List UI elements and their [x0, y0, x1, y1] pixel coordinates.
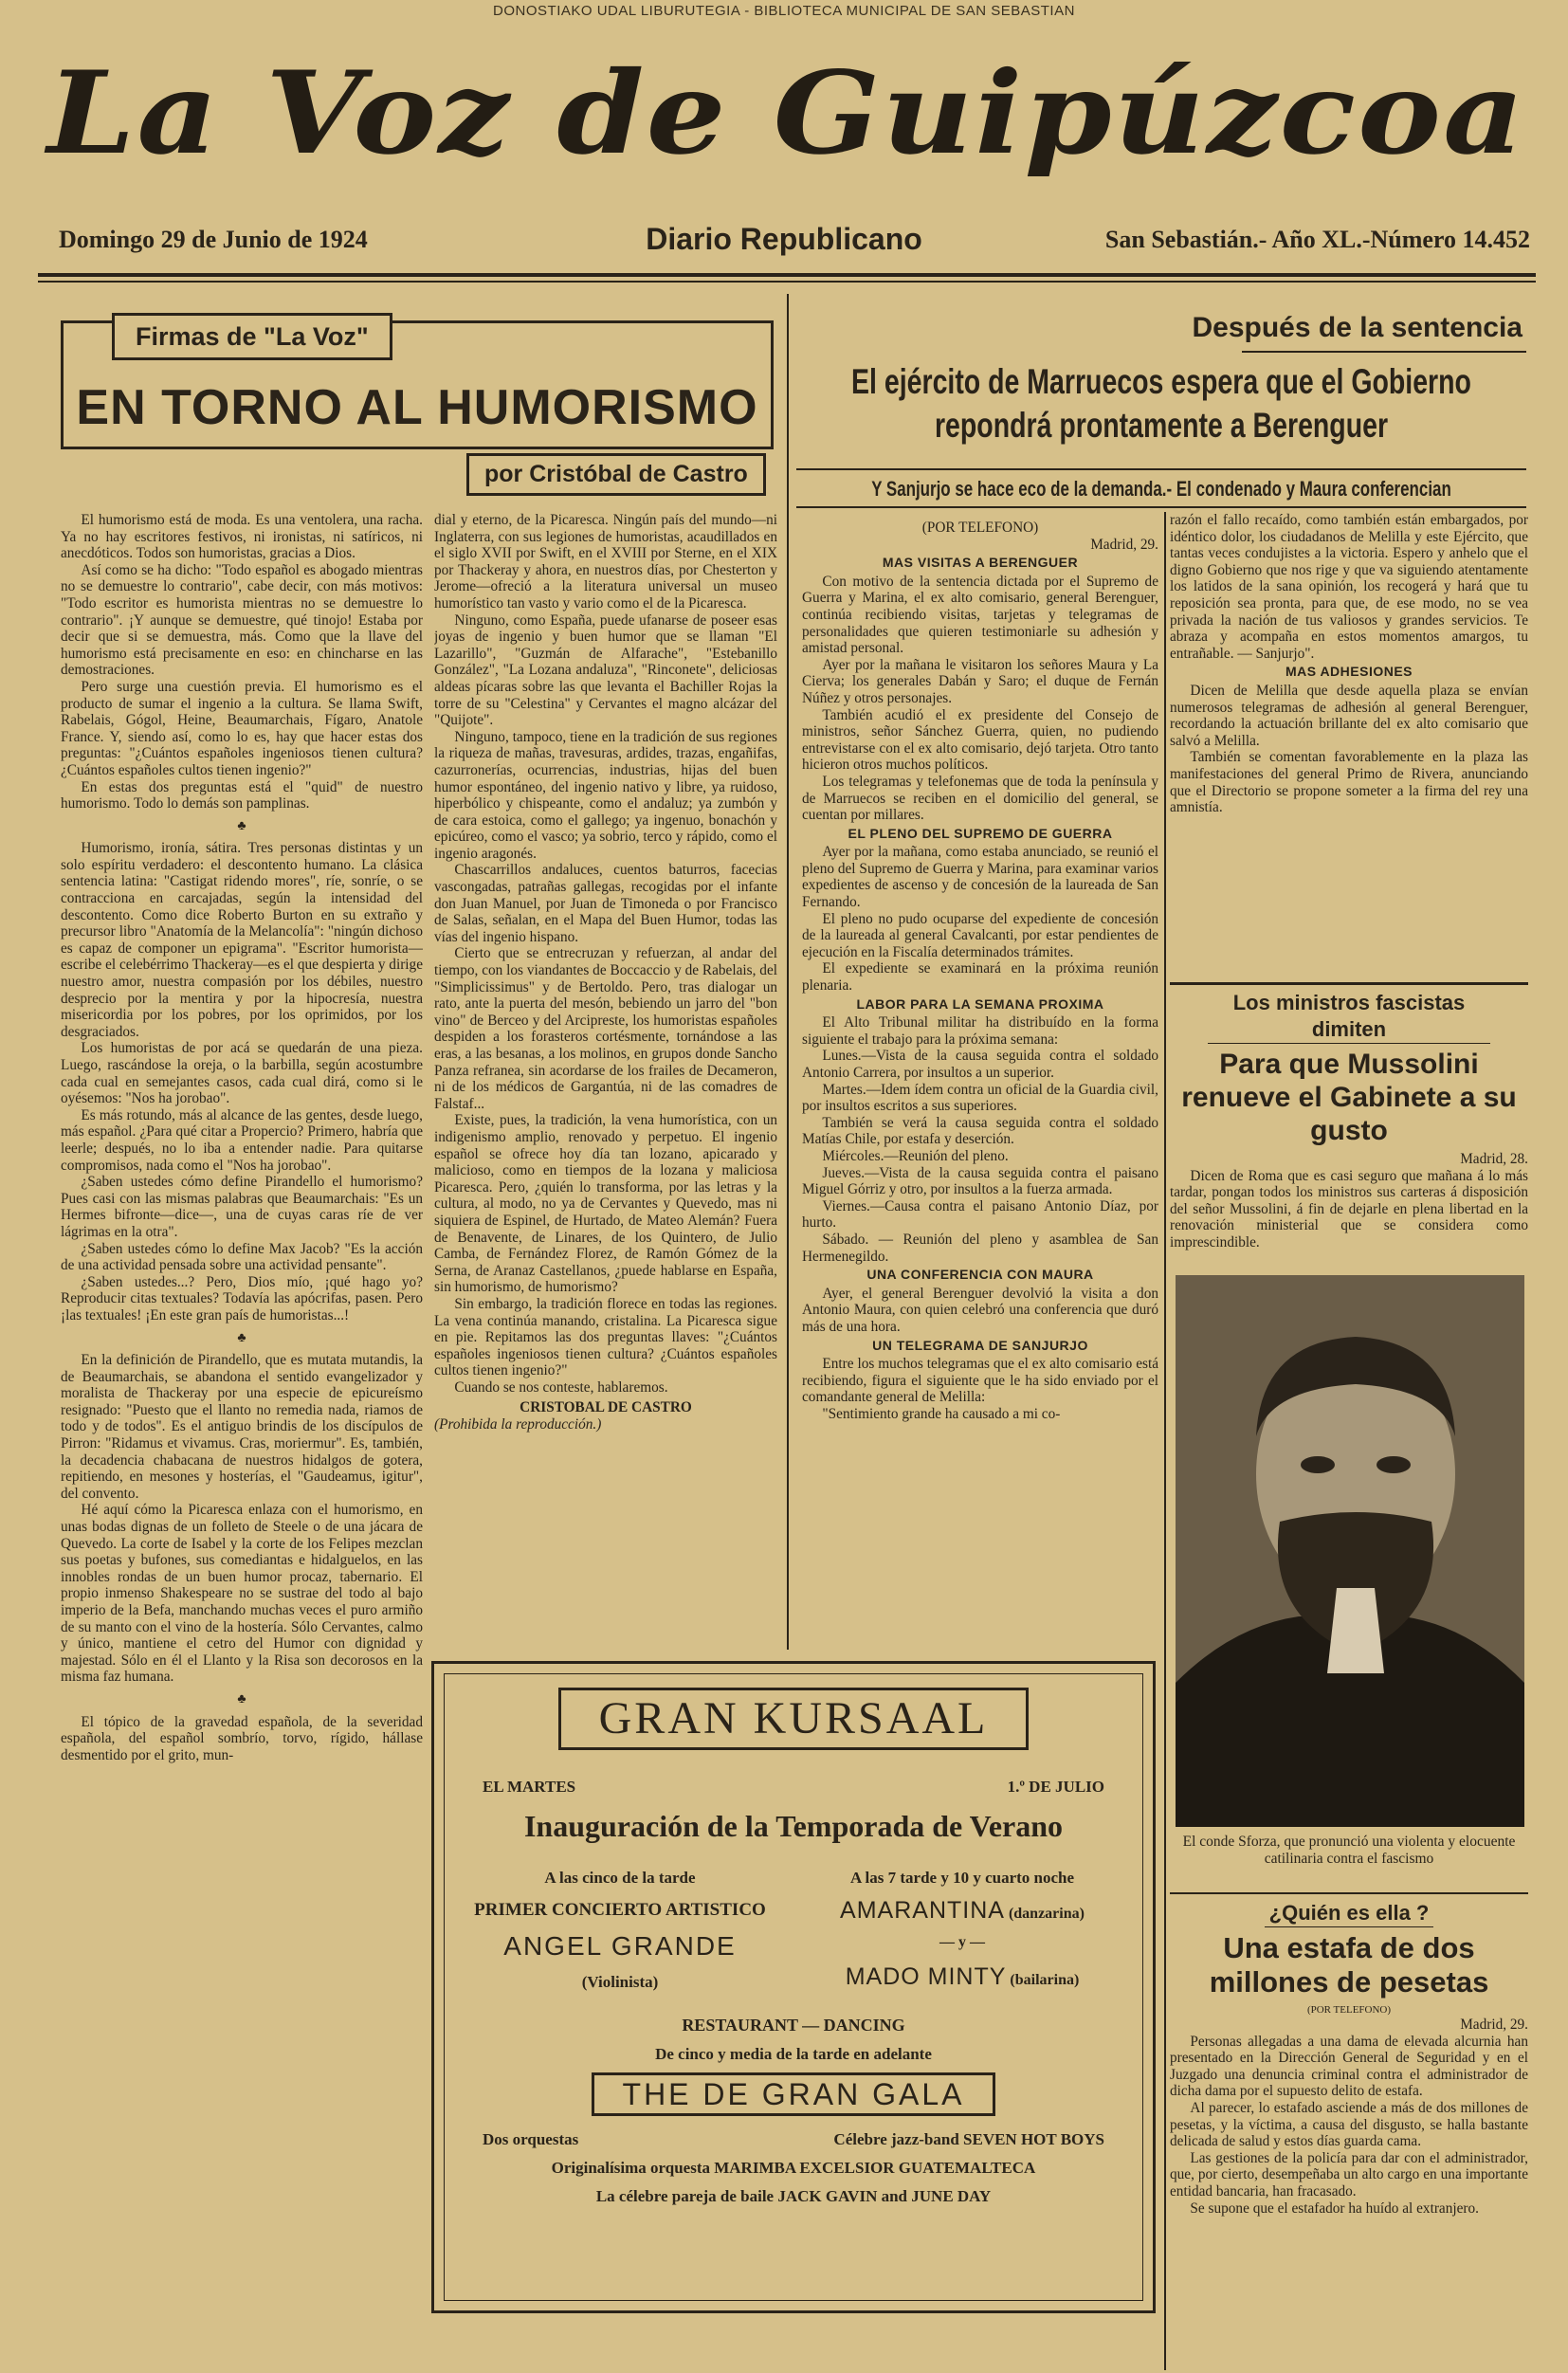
paragraph: Jueves.—Vista de la causa seguida contra el paisano Miguel Górriz y otro, por insultos a la fuerza armada. — [802, 1164, 1158, 1198]
column-divider-2 — [1164, 512, 1166, 2370]
photo-caption: El conde Sforza, que pronunció una violenta y elocuente catilinaria contra el fascismo — [1182, 1834, 1516, 1867]
estafa-headline: Una estafa de dos millones de pesetas — [1209, 1931, 1489, 1999]
paragraph: Al parecer, lo estafado asciende a más de dos millones de pesetas, y la víctima, a causa del disgusto, se halla bastante delicada de salud y estos días guarda cama. — [1170, 2099, 1528, 2150]
paragraph: razón el fallo recaído, como también están embargados, por idéntico dolor, los ciudadanos de Melilla y este Ejército, que tantas veces condujistes a la victoria. Espero y anhelo que el digno Gobierno que nos rige y que va siguiendo atentamente los latidos de la sana opinión, los recogerá y hará que tu reposición sea pronta, para que, de ese modo, no se vea privada la nación de tus valiosos y grandes servicios. Te abraza y acompaña en estos momentos amargos, tu entrañable. — Sanjurjo". — [1170, 512, 1528, 662]
section-subheading: MAS ADHESIONES — [1285, 664, 1413, 680]
estafa-dateline: Madrid, 29. — [1460, 2017, 1528, 2033]
humor-article-byline: por Cristóbal de Castro — [466, 453, 766, 496]
paragraph: El humorismo está de moda. Es una ventolera, una racha. Ya no hay escritores festivos, ni ironistas, ni satíricos, ni anecdóticos. Todos son humoristas, gracias a Dios. — [61, 512, 423, 562]
paragraph: Sin embargo, la tradición florece en todas las regiones. La vena continúa manando, cristalina. La Picaresca sigue en pie. Repitamos las dos preguntas llaves: "¿Cuántos españoles ingeniosos tienen cultura? ¿Cuántos españoles cultos tienen ingenio?" — [434, 1295, 777, 1379]
issue-number: San Sebastián.- Año XL.-Número 14.452 — [1104, 226, 1530, 253]
kursaal-title: GRAN KURSAAL — [558, 1688, 1030, 1750]
paragraph: Ninguno, tampoco, tiene en la tradición de sus regiones la riqueza de mañas, travesuras, ardides, trazas, engañifas, cazurronerías, ocurrencias, industrias, hijas del buen humor espontáneo, del ingenio nativo y libre, ya ruidoso, hiperbólico y chispeante, como el andaluz; ya zumbón y de cara estoica, como el gallego; ya ingenuo, bonachón y epicúreo, como el vasco; ya sobrio, terco y rápido, como el ingenio aragonés. — [434, 728, 777, 862]
kursaal-right-time: A las 7 tarde y 10 y cuarto noche — [849, 1869, 1075, 1887]
paragraph: El Alto Tribunal militar ha distribuído en la forma siguiente el trabajo para la próxima semana: — [802, 1014, 1158, 1048]
kursaal-headline: Inauguración de la Temporada de Verano — [523, 1809, 1064, 1843]
kursaal-orchestras: Dos orquestas — [483, 2130, 579, 2148]
kursaal-tea: THE DE GRAN GALA — [592, 2072, 996, 2116]
paragraph: En la definición de Pirandello, que es mutata mutandis, la de Beaumarchais, se abandona el sentido evangelizador y moralista de Thackeray por una especie de epicureísmo resignado: "Puesto que el llanto no remedia nada, riamos de todo y de todos". Es el antiguo brindis de los discípulos de Pirron: "Ridamus et vivamus. Cras, moriermur". Es, también, la decadencia chabacana de nuestros hidalgos de gotera, repitiendo, en mesones y hosterías, el "Gaudeamus, igitur", del convento. — [61, 1352, 423, 1502]
section-subheading: UN TELEGRAMA DE SANJURJO — [872, 1337, 1088, 1353]
paragraph: El expediente se examinará en la próxima reunión plenaria. — [802, 960, 1158, 995]
column-divider — [787, 294, 789, 1650]
paragraph: En estas dos preguntas está el "quid" de nuestro humorismo. Todo lo demás son pamplinas. — [61, 778, 423, 812]
mussolini-kicker: Los ministros fascistas dimiten — [1208, 990, 1490, 1044]
paragraph: Dicen de Melilla que desde aquella plaza se envían numerosos telegramas de adhesión al general Berenguer, recordando la actuación brillante del ex alto comisario que salvó a Melilla. — [1170, 682, 1528, 749]
paragraph: También acudió el ex presidente del Consejo de ministros, señor Sánchez Guerra, quien, no pudiendo entrevistarse con el ex alto comisario, dejó tarjeta. Otro tanto hicieron otros muchos políticos. — [802, 706, 1158, 774]
berenguer-column-2 — [1170, 512, 1528, 977]
dancer-2-role: (bailarina) — [1010, 1972, 1080, 1988]
paragraph: Viernes.—Causa contra el paisano Antonio Díaz, por hurto. — [802, 1197, 1158, 1232]
kursaal-day: EL MARTES — [483, 1778, 576, 1796]
section-subheading: MAS VISITAS A BERENGUER — [882, 555, 1079, 571]
estafa-kicker: ¿Quién es ella ? — [1265, 1900, 1433, 1927]
paragraph: Es más rotundo, más al alcance de las gentes, desde luego, más español. ¿Para qué citar a Propercio? Primero, habría que leerle; después, no lo iba a entender nadie. Para quitarse compromisos, nada como el "Nos ha jorobao". — [61, 1106, 423, 1174]
kursaal-dancer-2 — [792, 1962, 1133, 1995]
paragraph: "Sentimiento grande ha causado a mi co- — [822, 1405, 1061, 1422]
paragraph: Miércoles.—Reunión del pleno. — [822, 1147, 1009, 1164]
paragraph: dial y eterno, de la Picaresca. Ningún país del mundo—ni Inglaterra, con sus legiones de humoristas, acaudillados en el siglo XVII por Swift, en el XVIII por Sterne, en el XIX por Thackeray y ahora, en nuestros días, por Chesterton y Jerome—ofreció a la literatura universal un museo humorístico tan vasto y vario como el de la Picaresca. — [434, 512, 777, 612]
paragraph: También se verá la causa seguida contra el soldado Matías Chile, por estafa y deserción. — [802, 1114, 1158, 1148]
kursaal-restaurant: RESTAURANT — DANCING — [682, 2016, 905, 2035]
dancer-1-role: (danzarina) — [1008, 1906, 1085, 1922]
deck-rule — [796, 506, 1526, 508]
paragraph: También se comentan favorablemente en la plaza las manifestaciones del general Primo de Rivera, anunciando que el Directorio se propone someter a la firma del rey una amnistía. — [1170, 749, 1528, 816]
paragraph: Con motivo de la sentencia dictada por el Supremo de Guerra y Marina, el ex alto comisario, general Berenguer, continúa recibiendo visitas, tarjetas y telegramas de personalidades que quieren testimoniarle su adhesión y amistad personal. — [802, 573, 1158, 657]
paragraph: Martes.—Idem ídem contra un oficial de la Guardia civil, por insultos escritos a sus superiores. — [802, 1081, 1158, 1115]
paragraph: Ayer por la mañana le visitaron los señores Maura y La Cierva; los generales Dabán y Saro; el duque de Fernán Núñez y otros personajes. — [802, 656, 1158, 706]
kursaal-dancer-1 — [792, 1896, 1133, 1928]
paragraph: El tópico de la gravedad española, de la severidad española, del español sombrío, torvo, rígido, hállase desmentido por el grito, mun- — [61, 1713, 423, 1763]
paragraph: (POR TELEFONO) — [921, 520, 1039, 536]
paragraph: Humorismo, ironía, sátira. Tres personas distintas y un solo espíritu verdadero: el descontento humano. La clásica sentencia latina: "Castigat ridendo mores", ríe, sonríe, o se contracciona en carcajadas, según la intensidad del descontento. Como dice Roberto Burton en su extraño y precursor libro "Anatomía de la Melancolía": "ningún dichoso es capaz de componer un epigrama". "Escritor humorista—escribe el celebérrimo Thackeray—es el que despierta y dirige nuestro amor, nuestra compasión por los débiles, nuestro desprecio por la mentira y por la hipocresía, nuestra misericordia por los pobres, por los oprimidos, por los desgraciados. — [61, 840, 423, 1040]
berenguer-headline: El ejército de Marruecos espera que el Gobierno repondrá prontamente a Berenguer — [851, 362, 1471, 445]
paragraph: Ninguno, como España, puede ufanarse de poseer esas joyas de ingenio y buen humor que se llaman "El Lazarillo", "Guzmán de Alfarache", "Estebanillo González", "La Lozana andaluza", "Rinconete", deliciosas aldeas pícaras sobre las que levanta el Bachiller Rojas la torre de su "Celestina" y Cervantes el magno alcázar del "Quijote". — [434, 612, 777, 729]
berenguer-column-1 — [802, 520, 1158, 1648]
berenguer-deck-wrap — [796, 476, 1526, 502]
section-subheading: LABOR PARA LA SEMANA PROXIMA — [856, 995, 1104, 1012]
kursaal-marimba: Originalísima orquesta MARIMBA EXCELSIOR GUATEMALTECA — [551, 2159, 1036, 2177]
paragraph: Ayer por la mañana, como estaba anunciado, se reunió el pleno del Supremo de Guerra y Marina, para examinar varios expedientes de ascenso y de concesión de la laureada de San Fernando. — [802, 844, 1158, 911]
portrait-of-conde-sforza-icon — [1176, 1275, 1524, 1827]
paragraph: Los humoristas de por acá se quedarán de una pieza. Luego, rascándose la oreja, o la barbilla, según acostumbre cada cual en semejantes casos, cada cual dirá, como si le oyésemos: "Nos ha jorobao". — [61, 1040, 423, 1107]
paragraph: Cierto que se entrecruzan y refuerzan, al andar del tiempo, con los viandantes de Boccaccio y de Rabelais, del "Simplicissimus" y de Bertoldo. Pero, tras dialogar un rato, ante la puerta del mesón, bebiendo un jarro del "bon vino" de Berceo y del Arcipreste, los humoristas españoles despiden a los forasteros cortésmente, tornándose a las eras, a las besanas, a los molinos, en grupos donde Sancho Panza refranea, sin acordarse de los frailes de Decameron, ni de los médicos de Gargantúa, ni de las comadres de Falstaf... — [434, 945, 777, 1112]
kursaal-jazz-band: Célebre jazz-band SEVEN HOT BOYS — [833, 2130, 1104, 2148]
paragraph: ¿Saben ustedes cómo lo define Max Jacob? "Es la acción de una actividad pensada sobre una actividad pensante". — [61, 1240, 423, 1274]
kursaal-dance-couple: La célebre pareja de baile JACK GAVIN and JUNE DAY — [595, 2187, 992, 2205]
paragraph: El pleno no pudo ocuparse del expediente de concesión de la laureada al general Cavalcanti, por estar pendientes de ejecución en la Fiscalía determinados trámites. — [802, 910, 1158, 960]
berenguer-deck: Y Sanjurjo se hace eco de la demanda.- El condenado y Maura conferencian — [871, 477, 1451, 501]
library-banner: DONOSTIAKO UDAL LIBURUTEGIA - BIBLIOTECA MUNICIPAL DE SAN SEBASTIAN — [493, 3, 1075, 19]
kursaal-artist-role: (Violinista) — [581, 1973, 659, 1991]
dancer-2-name: MADO MINTY — [845, 1963, 1007, 1990]
headline-rule — [796, 468, 1526, 470]
paragraph: Lunes.—Vista de la causa seguida contra el soldado Antonio Carrera, por insultos a un superior. — [802, 1048, 1158, 1081]
section-rule-2 — [1170, 1892, 1528, 1894]
paragraph: Así como se ha dicho: "Todo español es abogado mientras no se demuestre lo contrario", cabe decir, con más motivos: "Todo escritor es humorista mientras no se demuestre lo contrario". ¡Y aunque se demuestre, qué tinojo! Estaba por decir que si se demuestra, más. Como que la llave del humorismo está precisamente en eso: en chincharse en las demostraciones. — [61, 561, 423, 679]
mussolini-headline: Para que Mussolini renueve el Gabinete a su gusto — [1181, 1049, 1517, 1146]
masthead-rule — [38, 273, 1536, 277]
berenguer-headline-wrap — [796, 360, 1526, 459]
paragraph: Existe, pues, la tradición, la vena humorística, con un indigenismo amplio, renovado y perpetuo. El ingenio español se ofrece hoy día tan lozano, apicarado y malicioso, como en tiempos de la lozana y maliciosa Picaresca. Pero, ¿quién lo transforma, por las letras y la cultura, al modo, no ya de Cervantes y Quevedo, mas ni siquiera de Espinel, de Hurtado, de Mateo Alemán? Fuera de Benavente, de Linares, de los Quintero, de Julio Camba, de Fernández Florez, de Ramón Gómez de la Serna, de Aranaz Castellanos, ¿puede hablarse en España, sin humorismo, de humorismo? — [434, 1112, 777, 1296]
paragraph: (Prohibida la reproducción.) — [434, 1416, 602, 1433]
paragraph: ¿Saben ustedes...? Pero, Dios mío, ¡qué hago yo? Reproducir citas textuales? Todavía las apócrifas, pasen. Pero ¡las textuales! ¡En este gran país de humoristas...! — [61, 1273, 423, 1323]
kursaal-and: — y — — [939, 1934, 985, 1950]
paragraph: Chascarrillos andaluces, cuentos baturros, facecias vascongadas, patrañas gallegas, recogidas por el infante don Juan Manuel, por Juan de Timoneda o por Francisco de Salas, señalan, en el Mapa del Buen Humor, todas las vías del ingenio hispano. — [434, 862, 777, 945]
paragraph: Sábado. — Reunión del pleno y asamblea de San Hermenegildo. — [802, 1231, 1158, 1265]
paragraph: Pero surge una cuestión previa. El humorismo es el producto de sumar el ingenio a la cultura. Se llama Swift, Rabelais, Gógol, Heine, Beaumarchais, Fígaro, Anatole France. Y, siendo así, como lo es, hay que hacer estas dos preguntas: "¿Cuántos españoles ingeniosos tienen cultura? ¿Cuántos españoles cultos tienen ingenio?" — [61, 678, 423, 778]
issue-date: Domingo 29 de Junio de 1924 — [59, 226, 368, 253]
mussolini-article — [1170, 990, 1528, 1251]
paragraph: Personas allegadas a una dama de elevada alcurnia han presentado en la Dirección General de Seguridad y en el Juzgado una denuncia criminal contra el administrador de dicha dama por el supuesto delito de estafa. — [1170, 2033, 1528, 2100]
kursaal-advertisement — [431, 1661, 1156, 2313]
section-subheading: UNA CONFERENCIA CON MAURA — [866, 1267, 1094, 1283]
portrait-photo — [1176, 1275, 1524, 1827]
paragraph: Ayer, el general Berenguer devolvió la visita a don Antonio Maura, con quien celebró una conferencia que duró más de una hora. — [802, 1285, 1158, 1335]
paragraph: Madrid, 29. — [1090, 536, 1158, 553]
paragraph: Los telegramas y telefonemas que de toda la península y de Marruecos se reciben en el domicilio del general, se cuentan por millares. — [802, 773, 1158, 824]
ornament-separator: ♣ — [237, 1330, 246, 1345]
newspaper-title: La Voz de Guipúzcoa — [47, 46, 1526, 180]
paragraph: Entre los muchos telegramas que el ex alto comisario está recibiendo, figura el siguiente que le ha sido enviado por el comandante general de Melilla: — [802, 1356, 1158, 1406]
section-rule — [1170, 982, 1528, 985]
masthead-rule-thin — [38, 281, 1536, 283]
mussolini-paragraph: Dicen de Roma que es casi seguro que mañana á lo más tardar, pongan todos los ministros sus carteras á disposición del señor Mussolini, á fin de dejarle en plena libertad en la renovación ministerial que se considera como imprescindible. — [1170, 1167, 1528, 1250]
newspaper-subtitle: Diario Republicano — [646, 222, 922, 256]
kursaal-tea-time: De cinco y media de la tarde en adelante — [655, 2045, 932, 2063]
kursaal-date: 1.º DE JULIO — [1007, 1778, 1104, 1796]
humor-article-kicker: Firmas de "La Voz" — [112, 313, 392, 360]
humor-article-column-1 — [61, 512, 423, 2361]
ornament-separator: ♣ — [237, 1691, 246, 1707]
dancer-1-name: AMARANTINA — [840, 1897, 1005, 1924]
berenguer-kicker: Después de la sentencia — [1192, 312, 1522, 343]
author-signature: CRISTOBAL DE CASTRO — [520, 1399, 692, 1416]
paragraph: Hé aquí cómo la Picaresca enlaza con el humorismo, en unas bodas dignas de un folleto de Steele o de una jácara de Quevedo. La corte de Isabel y la corte de los Felipes mezclan sus poetas y bufones, sus comediantas e hidalguelos, en las innobles rondas de un buen humor procaz, tabernario. El propio inmenso Shakespeare no se sustrae del todo al bajo imperio de la Befa, manchando muchas veces el puro armiño de su manto con el vino de la hostería. Sólo Cervantes, calmo y único, mantiene el cetro del Humor con dignidad y majestad. Sólo en él el Llanto y la Risa son decorosos en la misma faz humana. — [61, 1502, 423, 1686]
kursaal-left-time: A las cinco de la tarde — [544, 1869, 696, 1887]
kursaal-artist: ANGEL GRANDE — [503, 1931, 737, 1961]
humor-article-column-2 — [434, 512, 777, 1645]
paragraph: Las gestiones de la policía para dar con el administrador, que, por cierto, desempeñaba un alto cargo en una importante entidad bancaria, han fracasado. — [1170, 2149, 1528, 2200]
estafa-source: (POR TELEFONO) — [1306, 2004, 1392, 2016]
kicker-rule — [1242, 351, 1526, 353]
mussolini-dateline: Madrid, 28. — [1460, 1151, 1528, 1167]
ornament-separator: ♣ — [237, 818, 246, 833]
humor-article-title: EN TORNO AL HUMORISMO — [76, 380, 758, 435]
estafa-article — [1170, 1900, 1528, 2217]
section-subheading: EL PLENO DEL SUPREMO DE GUERRA — [848, 825, 1113, 841]
paragraph: Se supone que el estafador ha huído al extranjero. — [1190, 2200, 1479, 2217]
paragraph: ¿Saben ustedes cómo define Pirandello el humorismo? Pues casi con las mismas palabras que Beaumarchais: "Es un Hermes bifronte—dice—, una de cuyas caras ríe de ver lágrimas en la otra". — [61, 1174, 423, 1240]
masthead — [38, 28, 1536, 209]
paragraph: Cuando se nos conteste, hablaremos. — [454, 1378, 668, 1396]
kursaal-concert: PRIMER CONCIERTO ARTISTICO — [474, 1900, 766, 1920]
